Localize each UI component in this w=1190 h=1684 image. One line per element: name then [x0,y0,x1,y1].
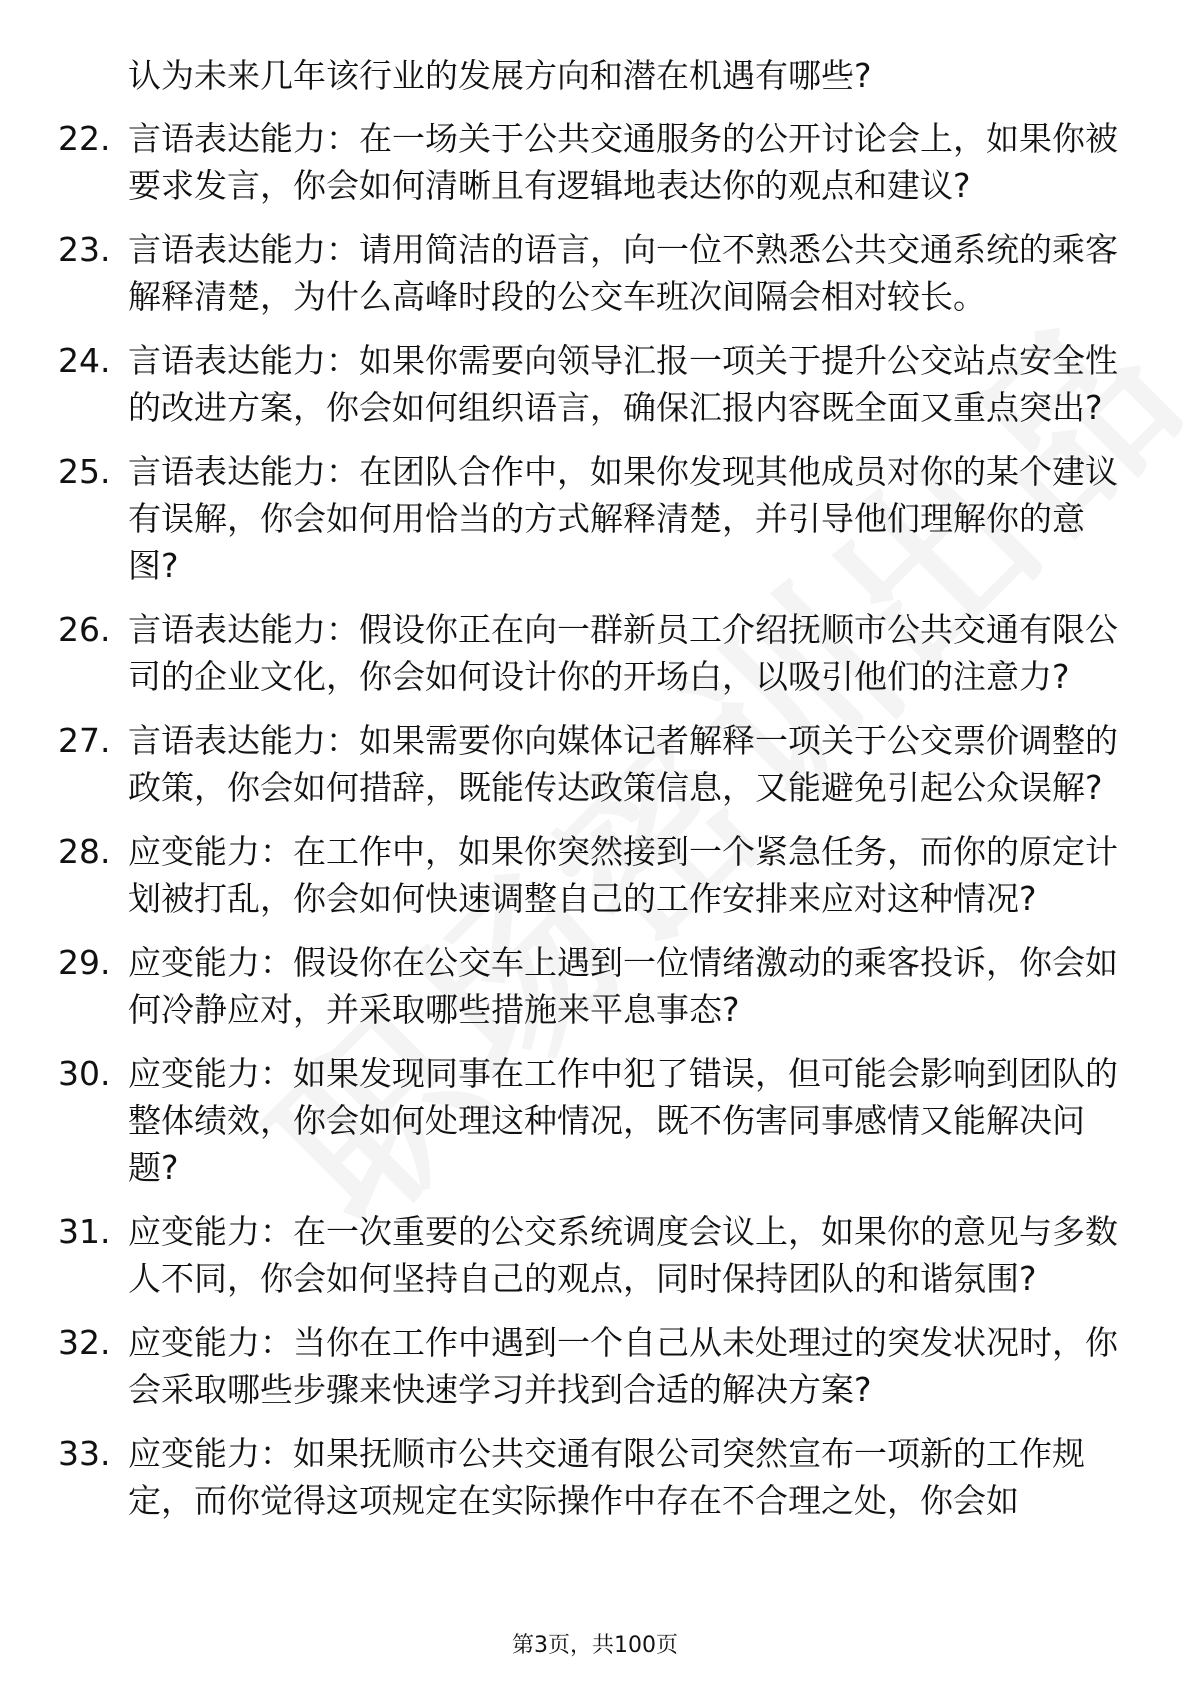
question-item [58,1050,1118,1191]
question-text: 言语表达能力：在团队合作中，如果你发现其他成员对你的某个建议有误解，你会如何用恰当的方式解释清楚，并引导他们理解你的意图? [128,452,1118,585]
question-item [58,1430,1118,1524]
question-item [58,1319,1118,1413]
question-number: 23. [58,230,111,269]
question-number: 27. [58,721,111,760]
question-number: 32. [58,1323,111,1362]
question-text: 应变能力：在一次重要的公交系统调度会议上，如果你的意见与多数人不同，你会如何坚持自己的观点，同时保持团队的和谐氛围? [128,1212,1118,1298]
question-text: 言语表达能力：在一场关于公共交通服务的公开讨论会上，如果你被要求发言，你会如何清晰且有逻辑地表达你的观点和建议? [128,119,1118,205]
question-text: 应变能力：如果发现同事在工作中犯了错误，但可能会影响到团队的整体绩效，你会如何处理这种情况，既不伤害同事感情又能解决问题? [128,1054,1118,1187]
question-item [58,115,1118,209]
question-list [58,52,1118,1541]
question-text: 言语表达能力：如果你需要向领导汇报一项关于提升公交站点安全性的改进方案，你会如何组织语言，确保汇报内容既全面又重点突出? [128,341,1118,427]
question-text: 应变能力：在工作中，如果你突然接到一个紧急任务，而你的原定计划被打乱，你会如何快速调整自己的工作安排来应对这种情况? [128,832,1118,918]
question-item [58,1208,1118,1302]
question-item [58,337,1118,431]
question-text: 言语表达能力：请用简洁的语言，向一位不熟悉公共交通系统的乘客解释清楚，为什么高峰时段的公交车班次间隔会相对较长。 [128,230,1118,316]
page-footer: 第3页，共100页 [512,1633,678,1658]
question-number: 22. [58,119,111,158]
continued-text: 认为未来几年该行业的发展方向和潜在机遇有哪些? [128,56,872,95]
question-number: 26. [58,610,111,649]
question-item [58,717,1118,811]
question-text: 应变能力：如果抚顺市公共交通有限公司突然宣布一项新的工作规定，而你觉得这项规定在实际操作中存在不合理之处，你会如 [128,1434,1085,1520]
question-item [58,448,1118,589]
question-item [58,828,1118,922]
question-number: 30. [58,1054,111,1093]
question-text: 言语表达能力：如果需要你向媒体记者解释一项关于公交票价调整的政策，你会如何措辞，既能传达政策信息，又能避免引起公众误解? [128,721,1118,807]
question-number: 25. [58,452,111,491]
question-text: 言语表达能力：假设你正在向一群新员工介绍抚顺市公共交通有限公司的企业文化，你会如何设计你的开场白，以吸引他们的注意力? [128,610,1118,696]
question-text: 应变能力：当你在工作中遇到一个自己从未处理过的突发状况时，你会采取哪些步骤来快速学习并找到合适的解决方案? [128,1323,1118,1409]
question-item [58,226,1118,320]
question-number: 33. [58,1434,111,1473]
question-number: 31. [58,1212,111,1251]
question-item [58,606,1118,700]
question-item [58,939,1118,1033]
question-text: 应变能力：假设你在公交车上遇到一位情绪激动的乘客投诉，你会如何冷静应对，并采取哪些措施来平息事态? [128,943,1118,1029]
question-number: 29. [58,943,111,982]
question-number: 24. [58,341,111,380]
question-number: 28. [58,832,111,871]
